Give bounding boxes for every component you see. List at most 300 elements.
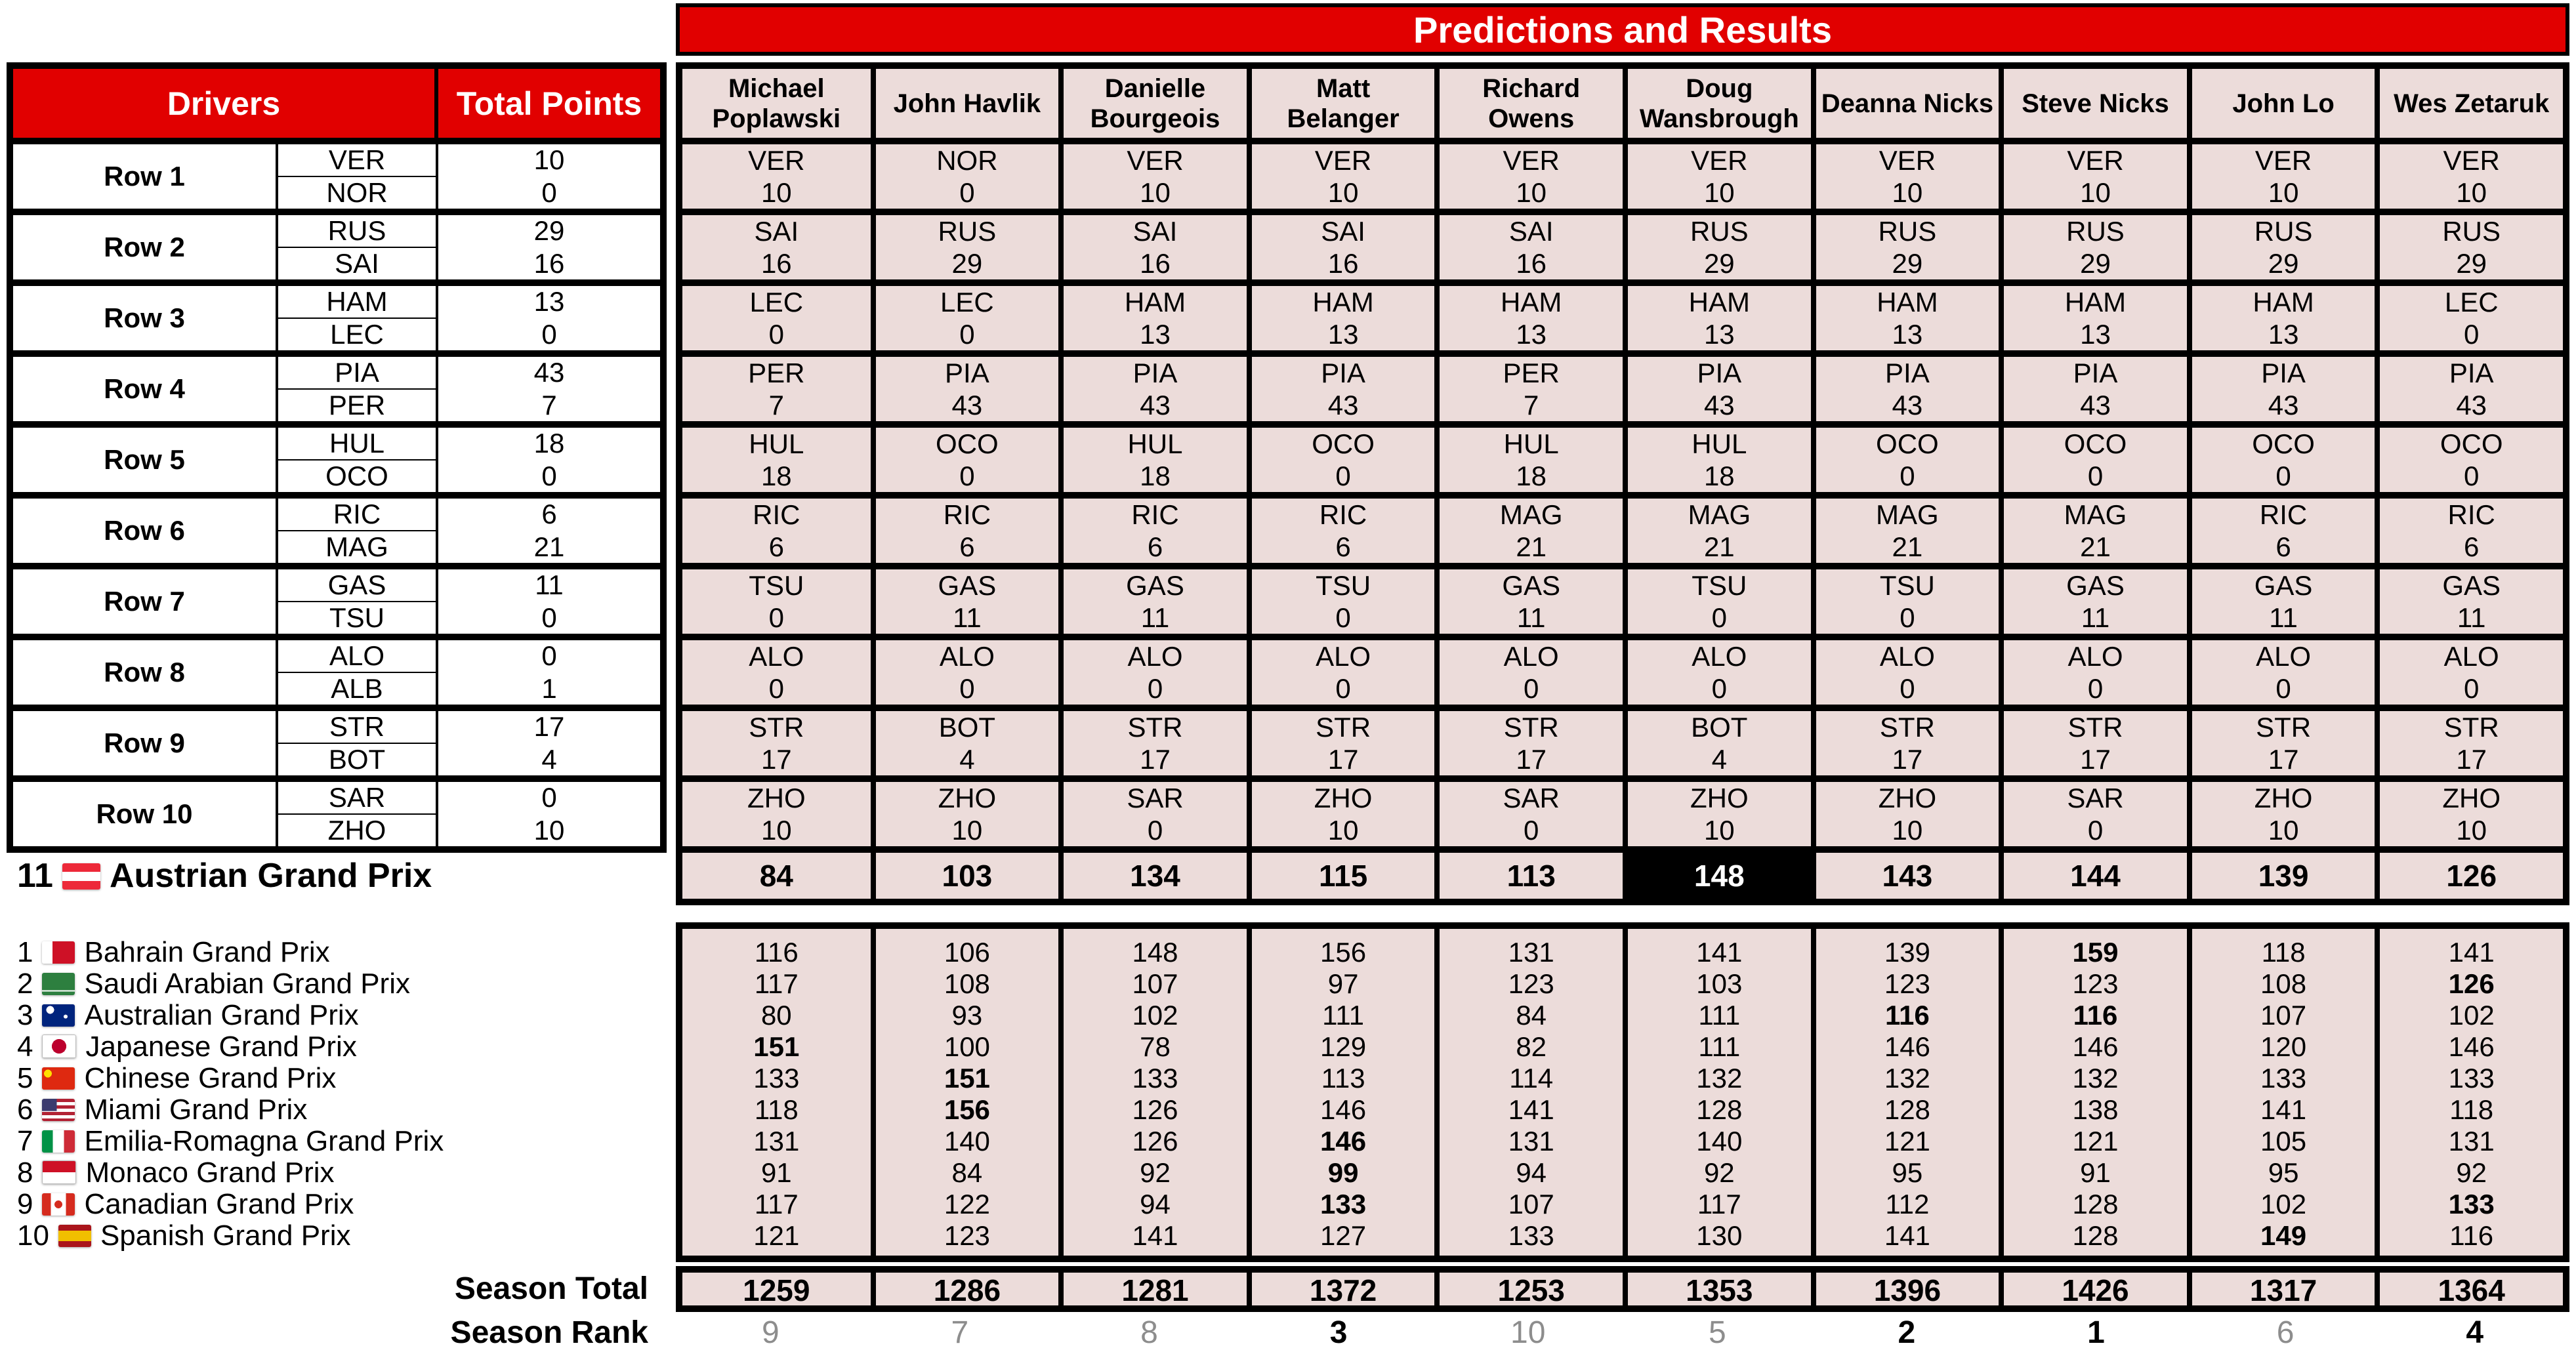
pick-cell bbox=[1623, 144, 1811, 209]
pick-cell bbox=[2187, 499, 2375, 563]
pick-points: 10 bbox=[1892, 177, 1923, 208]
race-name: Miami Grand Prix bbox=[84, 1094, 308, 1126]
pick-cell bbox=[2375, 711, 2563, 775]
race-score: 140 bbox=[1696, 1126, 1743, 1157]
driver-points-value: 13 bbox=[533, 286, 565, 317]
drivers-header-cell: Drivers bbox=[13, 69, 434, 138]
race-number: 5 bbox=[17, 1062, 33, 1094]
pick-points: 0 bbox=[768, 319, 784, 350]
pick-driver-code: VER bbox=[1314, 145, 1372, 176]
pick-driver-code: ALO bbox=[1127, 641, 1183, 672]
pick-points: 13 bbox=[1703, 319, 1735, 350]
pick-points: 43 bbox=[1327, 390, 1359, 420]
driver-code: LEC bbox=[330, 319, 384, 350]
pick-cell bbox=[1999, 711, 2187, 775]
pick-driver-code: ALO bbox=[1316, 641, 1371, 672]
race-score: 130 bbox=[1696, 1220, 1743, 1251]
flag-saudi-arabia-icon bbox=[42, 973, 75, 995]
race-score: 102 bbox=[2448, 1000, 2495, 1031]
race-score: 97 bbox=[1327, 968, 1359, 999]
race-score: 123 bbox=[1508, 968, 1554, 999]
race-number: 8 bbox=[17, 1157, 33, 1189]
flag-japan-icon bbox=[42, 1034, 76, 1058]
pick-cell bbox=[871, 215, 1059, 279]
pick-driver-code: STR bbox=[2067, 712, 2123, 743]
season-total-value: 1281 bbox=[1058, 1273, 1247, 1308]
row-label: Row 4 bbox=[104, 373, 185, 404]
pick-driver-code: RUS bbox=[2254, 216, 2313, 247]
race-score: 132 bbox=[1884, 1063, 1930, 1094]
driver-code: BOT bbox=[328, 744, 386, 775]
driver-code: VER bbox=[278, 144, 436, 177]
race-score: 156 bbox=[944, 1094, 990, 1125]
pick-points: 13 bbox=[2268, 319, 2299, 350]
race-score: 99 bbox=[1327, 1157, 1359, 1188]
pick-points: 29 bbox=[1892, 248, 1923, 279]
season-rank-label: Season Rank bbox=[450, 1315, 648, 1350]
race-score: 159 bbox=[2072, 937, 2119, 968]
race-score: 151 bbox=[944, 1063, 990, 1094]
pick-points: 10 bbox=[1327, 815, 1359, 846]
pick-driver-code: VER bbox=[1503, 145, 1560, 176]
race-name: Emilia-Romagna Grand Prix bbox=[84, 1125, 444, 1157]
driver-codes bbox=[276, 215, 438, 279]
pick-points: 0 bbox=[959, 461, 975, 491]
season-total-value: 1317 bbox=[2187, 1273, 2375, 1308]
pick-cell bbox=[1434, 215, 1623, 279]
race-score: 138 bbox=[2072, 1094, 2119, 1125]
race-score: 92 bbox=[1140, 1157, 1171, 1188]
austrian-total: 113 bbox=[1434, 853, 1623, 899]
pick-points: 29 bbox=[2456, 248, 2487, 279]
race-score-column bbox=[1999, 929, 2187, 1256]
pick-points: 0 bbox=[768, 602, 784, 633]
pick-points: 10 bbox=[760, 815, 792, 846]
pick-cell bbox=[2375, 569, 2563, 634]
pick-cell bbox=[1999, 286, 2187, 350]
pick-points: 6 bbox=[2275, 531, 2291, 562]
pick-points: 6 bbox=[768, 531, 784, 562]
predictor-name: Danielle Bourgeois bbox=[1058, 69, 1247, 138]
pick-cell bbox=[1058, 144, 1247, 209]
race-name: Saudi Arabian Grand Prix bbox=[84, 968, 410, 1000]
pick-points: 29 bbox=[951, 248, 983, 279]
race-score-column bbox=[1623, 929, 1811, 1256]
driver-points bbox=[438, 428, 660, 492]
race-name: Austrian Grand Prix bbox=[109, 857, 432, 895]
race-score: 84 bbox=[1516, 1000, 1547, 1031]
pick-driver-code: NOR bbox=[936, 145, 998, 176]
pick-driver-code: OCO bbox=[1312, 428, 1375, 459]
season-total-row bbox=[676, 1266, 2569, 1312]
pick-points: 11 bbox=[2457, 602, 2486, 633]
race-score: 108 bbox=[2260, 968, 2307, 999]
race-score: 95 bbox=[1892, 1157, 1923, 1188]
predictor-name: Matt Belanger bbox=[1247, 69, 1435, 138]
pick-driver-code: OCO bbox=[936, 428, 999, 459]
austrian-total: 134 bbox=[1058, 853, 1247, 899]
flag-canada-icon bbox=[42, 1193, 75, 1216]
pick-driver-code: STR bbox=[1316, 712, 1371, 743]
driver-code: ZHO bbox=[327, 815, 386, 846]
pick-points: 43 bbox=[2268, 390, 2299, 420]
race-score: 94 bbox=[1140, 1189, 1171, 1219]
race-label bbox=[17, 1189, 444, 1220]
driver-points bbox=[438, 499, 660, 563]
pick-points: 21 bbox=[1703, 531, 1735, 562]
pick-driver-code: HUL bbox=[1503, 428, 1559, 459]
pick-points: 17 bbox=[1892, 744, 1923, 775]
driver-code: MAG bbox=[325, 531, 388, 562]
pick-cell bbox=[1999, 782, 2187, 846]
driver-points bbox=[438, 357, 660, 421]
season-rank-value: 9 bbox=[761, 1315, 779, 1350]
pick-cell bbox=[2375, 357, 2563, 421]
pick-driver-code: SAI bbox=[754, 216, 799, 247]
pick-cell bbox=[2375, 286, 2563, 350]
pick-points: 17 bbox=[2456, 744, 2487, 775]
driver-points-value: 0 bbox=[541, 177, 557, 208]
pick-driver-code: ZHO bbox=[1878, 783, 1937, 813]
flag-italy-icon bbox=[42, 1130, 75, 1153]
pick-cell bbox=[682, 144, 871, 209]
prediction-row bbox=[682, 705, 2563, 775]
pick-driver-code: SAI bbox=[1508, 216, 1554, 247]
driver-row bbox=[13, 634, 660, 705]
driver-code: RUS bbox=[278, 215, 436, 248]
pick-cell bbox=[682, 569, 871, 634]
driver-points-value: 0 bbox=[541, 319, 557, 350]
pick-cell bbox=[871, 569, 1059, 634]
pick-cell bbox=[2187, 357, 2375, 421]
pick-cell bbox=[1058, 711, 1247, 775]
driver-points-value: 21 bbox=[533, 531, 565, 562]
driver-points-value: 0 bbox=[541, 640, 557, 671]
pick-driver-code: OCO bbox=[2252, 428, 2315, 459]
season-total-value: 1372 bbox=[1247, 1273, 1435, 1308]
race-number: 11 bbox=[17, 857, 53, 895]
pick-points: 13 bbox=[1516, 319, 1547, 350]
race-score: 100 bbox=[944, 1031, 990, 1062]
predictor-header-row bbox=[682, 69, 2563, 144]
driver-points-value: 10 bbox=[533, 815, 565, 846]
race-score: 116 bbox=[1885, 1000, 1930, 1031]
pick-points: 43 bbox=[1140, 390, 1171, 420]
race-score: 116 bbox=[2073, 1000, 2118, 1031]
pick-cell bbox=[2187, 428, 2375, 492]
race-score: 82 bbox=[1516, 1031, 1547, 1062]
austrian-total: 148 bbox=[1623, 853, 1811, 899]
race-score: 116 bbox=[754, 937, 799, 968]
race-score-column bbox=[1058, 929, 1247, 1256]
pick-points: 29 bbox=[2080, 248, 2111, 279]
race-score: 126 bbox=[1132, 1126, 1178, 1157]
race-name: Japanese Grand Prix bbox=[85, 1031, 357, 1063]
pick-driver-code: VER bbox=[1879, 145, 1936, 176]
pick-driver-code: RIC bbox=[753, 499, 800, 530]
race-score: 94 bbox=[1516, 1157, 1547, 1188]
predictor-name: Wes Zetaruk bbox=[2375, 69, 2563, 138]
race-score: 107 bbox=[1508, 1189, 1554, 1219]
pick-cell bbox=[2375, 640, 2563, 705]
pick-cell bbox=[2187, 711, 2375, 775]
driver-code: PIA bbox=[278, 357, 436, 390]
pick-points: 16 bbox=[1516, 248, 1547, 279]
race-score: 151 bbox=[753, 1031, 800, 1062]
pick-points: 21 bbox=[1516, 531, 1547, 562]
pick-driver-code: ZHO bbox=[2442, 783, 2501, 813]
pick-points: 4 bbox=[1711, 744, 1727, 775]
race-score: 123 bbox=[1884, 968, 1930, 999]
pick-driver-code: HUL bbox=[1692, 428, 1747, 459]
austrian-gp-totals-row bbox=[682, 846, 2563, 899]
pick-driver-code: SAR bbox=[2067, 783, 2124, 813]
pick-cell bbox=[1623, 499, 1811, 563]
race-score-column bbox=[2187, 929, 2375, 1256]
austrian-gp-label bbox=[17, 853, 432, 899]
driver-points bbox=[438, 640, 660, 705]
pick-points: 0 bbox=[2464, 673, 2480, 704]
pick-points: 0 bbox=[1335, 673, 1351, 704]
race-score: 106 bbox=[944, 937, 990, 968]
pick-driver-code: HAM bbox=[1312, 287, 1374, 318]
pick-driver-code: ZHO bbox=[1690, 783, 1749, 813]
pick-points: 6 bbox=[1147, 531, 1163, 562]
pick-driver-code: STR bbox=[1503, 712, 1559, 743]
pick-points: 0 bbox=[1335, 461, 1351, 491]
race-score: 102 bbox=[1132, 1000, 1178, 1031]
pick-driver-code: MAG bbox=[1876, 499, 1939, 530]
driver-code: GAS bbox=[278, 569, 436, 602]
prediction-row bbox=[682, 279, 2563, 350]
pick-points: 10 bbox=[1892, 815, 1923, 846]
pick-cell bbox=[2187, 286, 2375, 350]
pick-driver-code: PIA bbox=[1132, 358, 1178, 388]
pick-driver-code: PIA bbox=[2073, 358, 2118, 388]
pick-driver-code: HUL bbox=[1127, 428, 1183, 459]
pick-cell bbox=[2375, 782, 2563, 846]
race-score: 132 bbox=[2072, 1063, 2119, 1094]
pick-points: 0 bbox=[2087, 673, 2104, 704]
pick-cell bbox=[1434, 428, 1623, 492]
race-score: 141 bbox=[1696, 937, 1743, 968]
pick-cell bbox=[871, 640, 1059, 705]
pick-cell bbox=[1811, 428, 1999, 492]
pick-driver-code: STR bbox=[1127, 712, 1183, 743]
driver-codes bbox=[276, 499, 438, 563]
driver-points-value: 10 bbox=[533, 144, 565, 175]
season-total-value: 1364 bbox=[2375, 1273, 2563, 1308]
pick-cell bbox=[2187, 215, 2375, 279]
race-score: 121 bbox=[753, 1220, 800, 1251]
driver-code: OCO bbox=[325, 461, 388, 491]
pick-driver-code: HUL bbox=[749, 428, 804, 459]
pick-cell bbox=[1058, 782, 1247, 846]
flag-monaco-icon bbox=[42, 1160, 76, 1184]
driver-points-value: 11 bbox=[535, 569, 564, 600]
flag-spain-icon bbox=[58, 1225, 91, 1247]
pick-points: 43 bbox=[2456, 390, 2487, 420]
flag-usa-icon bbox=[42, 1099, 75, 1121]
race-score: 107 bbox=[2260, 1000, 2307, 1031]
pick-points: 11 bbox=[1516, 602, 1546, 633]
pick-driver-code: ZHO bbox=[747, 783, 806, 813]
driver-codes bbox=[276, 782, 438, 846]
pick-points: 6 bbox=[1335, 531, 1351, 562]
pick-points: 10 bbox=[1516, 177, 1547, 208]
pick-cell bbox=[1999, 569, 2187, 634]
predictor-name: John Havlik bbox=[871, 69, 1059, 138]
race-score: 80 bbox=[760, 1000, 792, 1031]
pick-driver-code: PER bbox=[748, 358, 805, 388]
pick-points: 21 bbox=[1892, 531, 1923, 562]
race-score: 127 bbox=[1320, 1220, 1367, 1251]
race-score: 120 bbox=[2260, 1031, 2307, 1062]
race-score: 128 bbox=[2072, 1189, 2119, 1219]
race-score: 128 bbox=[1696, 1094, 1743, 1125]
race-score-column bbox=[1811, 929, 1999, 1256]
pick-points: 7 bbox=[1524, 390, 1539, 420]
pick-driver-code: LEC bbox=[2444, 287, 2499, 318]
row-label: Row 10 bbox=[96, 798, 193, 829]
race-score: 78 bbox=[1140, 1031, 1171, 1062]
driver-code: NOR bbox=[326, 177, 388, 208]
pick-points: 10 bbox=[1703, 177, 1735, 208]
pick-driver-code: HAM bbox=[1124, 287, 1186, 318]
pick-points: 6 bbox=[959, 531, 975, 562]
race-score: 133 bbox=[1508, 1220, 1554, 1251]
pick-cell bbox=[1058, 357, 1247, 421]
pick-points: 10 bbox=[2080, 177, 2111, 208]
race-score: 141 bbox=[2448, 937, 2495, 968]
pick-points: 6 bbox=[2464, 531, 2480, 562]
race-score-column bbox=[682, 929, 871, 1256]
pick-points: 17 bbox=[2268, 744, 2299, 775]
pick-points: 10 bbox=[1140, 177, 1171, 208]
driver-row bbox=[13, 279, 660, 350]
race-number: 1 bbox=[17, 936, 33, 968]
pick-cell bbox=[1811, 499, 1999, 563]
race-label bbox=[17, 968, 444, 1000]
pick-points: 0 bbox=[1900, 461, 1915, 491]
pick-points: 18 bbox=[1703, 461, 1735, 491]
pick-driver-code: RIC bbox=[2259, 499, 2308, 530]
race-score: 107 bbox=[1132, 968, 1178, 999]
race-score: 111 bbox=[1698, 1031, 1741, 1062]
pick-cell bbox=[871, 357, 1059, 421]
pick-cell bbox=[1999, 499, 2187, 563]
prediction-rows bbox=[682, 144, 2563, 846]
pick-points: 29 bbox=[1703, 248, 1735, 279]
pick-driver-code: OCO bbox=[2440, 428, 2503, 459]
pick-points: 0 bbox=[1147, 815, 1163, 846]
austrian-total: 139 bbox=[2187, 853, 2375, 899]
driver-points bbox=[438, 569, 660, 634]
pick-driver-code: ALO bbox=[2256, 641, 2312, 672]
flag-australia-icon bbox=[42, 1004, 75, 1027]
season-rank-value: 5 bbox=[1708, 1315, 1726, 1350]
pick-points: 11 bbox=[953, 602, 982, 633]
row-label: Row 8 bbox=[104, 657, 185, 687]
pick-cell bbox=[2187, 569, 2375, 634]
pick-points: 0 bbox=[1900, 602, 1915, 633]
pick-cell bbox=[1999, 215, 2187, 279]
race-name: Spanish Grand Prix bbox=[100, 1219, 351, 1252]
flag-bahrain-icon bbox=[42, 941, 75, 964]
pick-cell bbox=[1058, 215, 1247, 279]
race-score: 146 bbox=[2072, 1031, 2119, 1062]
pick-cell bbox=[1999, 428, 2187, 492]
pick-cell bbox=[1623, 215, 1811, 279]
pick-driver-code: TSU bbox=[1879, 570, 1935, 601]
pick-points: 0 bbox=[959, 319, 975, 350]
season-rank-value: 3 bbox=[1329, 1315, 1348, 1350]
prediction-row bbox=[682, 775, 2563, 846]
pick-cell bbox=[1623, 357, 1811, 421]
pick-cell bbox=[682, 357, 871, 421]
prediction-row bbox=[682, 144, 2563, 209]
race-score: 131 bbox=[1508, 1126, 1554, 1157]
pick-driver-code: RIC bbox=[1319, 499, 1367, 530]
season-total-value: 1286 bbox=[871, 1273, 1059, 1308]
pick-driver-code: RUS bbox=[2442, 216, 2501, 247]
row-label: Row 9 bbox=[104, 727, 185, 758]
driver-codes bbox=[276, 569, 438, 634]
race-score: 95 bbox=[2268, 1157, 2299, 1188]
race-label bbox=[17, 1031, 444, 1063]
pick-points: 43 bbox=[2080, 390, 2111, 420]
pick-points: 0 bbox=[1147, 673, 1163, 704]
race-name: Bahrain Grand Prix bbox=[84, 936, 330, 968]
pick-cell bbox=[1811, 144, 1999, 209]
pick-cell bbox=[1247, 782, 1435, 846]
driver-points-value: 17 bbox=[533, 711, 565, 742]
pick-points: 11 bbox=[1140, 602, 1170, 633]
race-score: 121 bbox=[2072, 1126, 2119, 1157]
pick-cell bbox=[682, 499, 871, 563]
race-score: 146 bbox=[1320, 1094, 1367, 1125]
race-score: 91 bbox=[2080, 1157, 2111, 1188]
race-score: 149 bbox=[2260, 1220, 2307, 1251]
pick-points: 7 bbox=[768, 390, 784, 420]
race-score: 141 bbox=[1132, 1220, 1178, 1251]
pick-driver-code: VER bbox=[2443, 145, 2500, 176]
driver-points bbox=[438, 782, 660, 846]
pick-points: 0 bbox=[2087, 461, 2104, 491]
pick-cell bbox=[871, 286, 1059, 350]
pick-driver-code: HAM bbox=[2253, 287, 2314, 318]
pick-driver-code: ALO bbox=[1692, 641, 1747, 672]
race-score: 113 bbox=[1321, 1063, 1365, 1094]
pick-cell bbox=[682, 428, 871, 492]
pick-cell bbox=[1247, 428, 1435, 492]
race-score: 123 bbox=[944, 1220, 990, 1251]
pick-cell bbox=[1058, 569, 1247, 634]
pick-cell bbox=[1247, 357, 1435, 421]
race-label bbox=[17, 1157, 444, 1189]
predictor-name: John Lo bbox=[2187, 69, 2375, 138]
pick-points: 13 bbox=[1892, 319, 1923, 350]
pick-cell bbox=[1058, 499, 1247, 563]
pick-cell bbox=[1247, 215, 1435, 279]
race-number: 7 bbox=[17, 1125, 33, 1157]
driver-points-value: 29 bbox=[533, 215, 565, 246]
pick-driver-code: RIC bbox=[1131, 499, 1179, 530]
race-score: 123 bbox=[2072, 968, 2119, 999]
pick-driver-code: LEC bbox=[940, 287, 994, 318]
race-score: 108 bbox=[944, 968, 990, 999]
prediction-row bbox=[682, 563, 2563, 634]
